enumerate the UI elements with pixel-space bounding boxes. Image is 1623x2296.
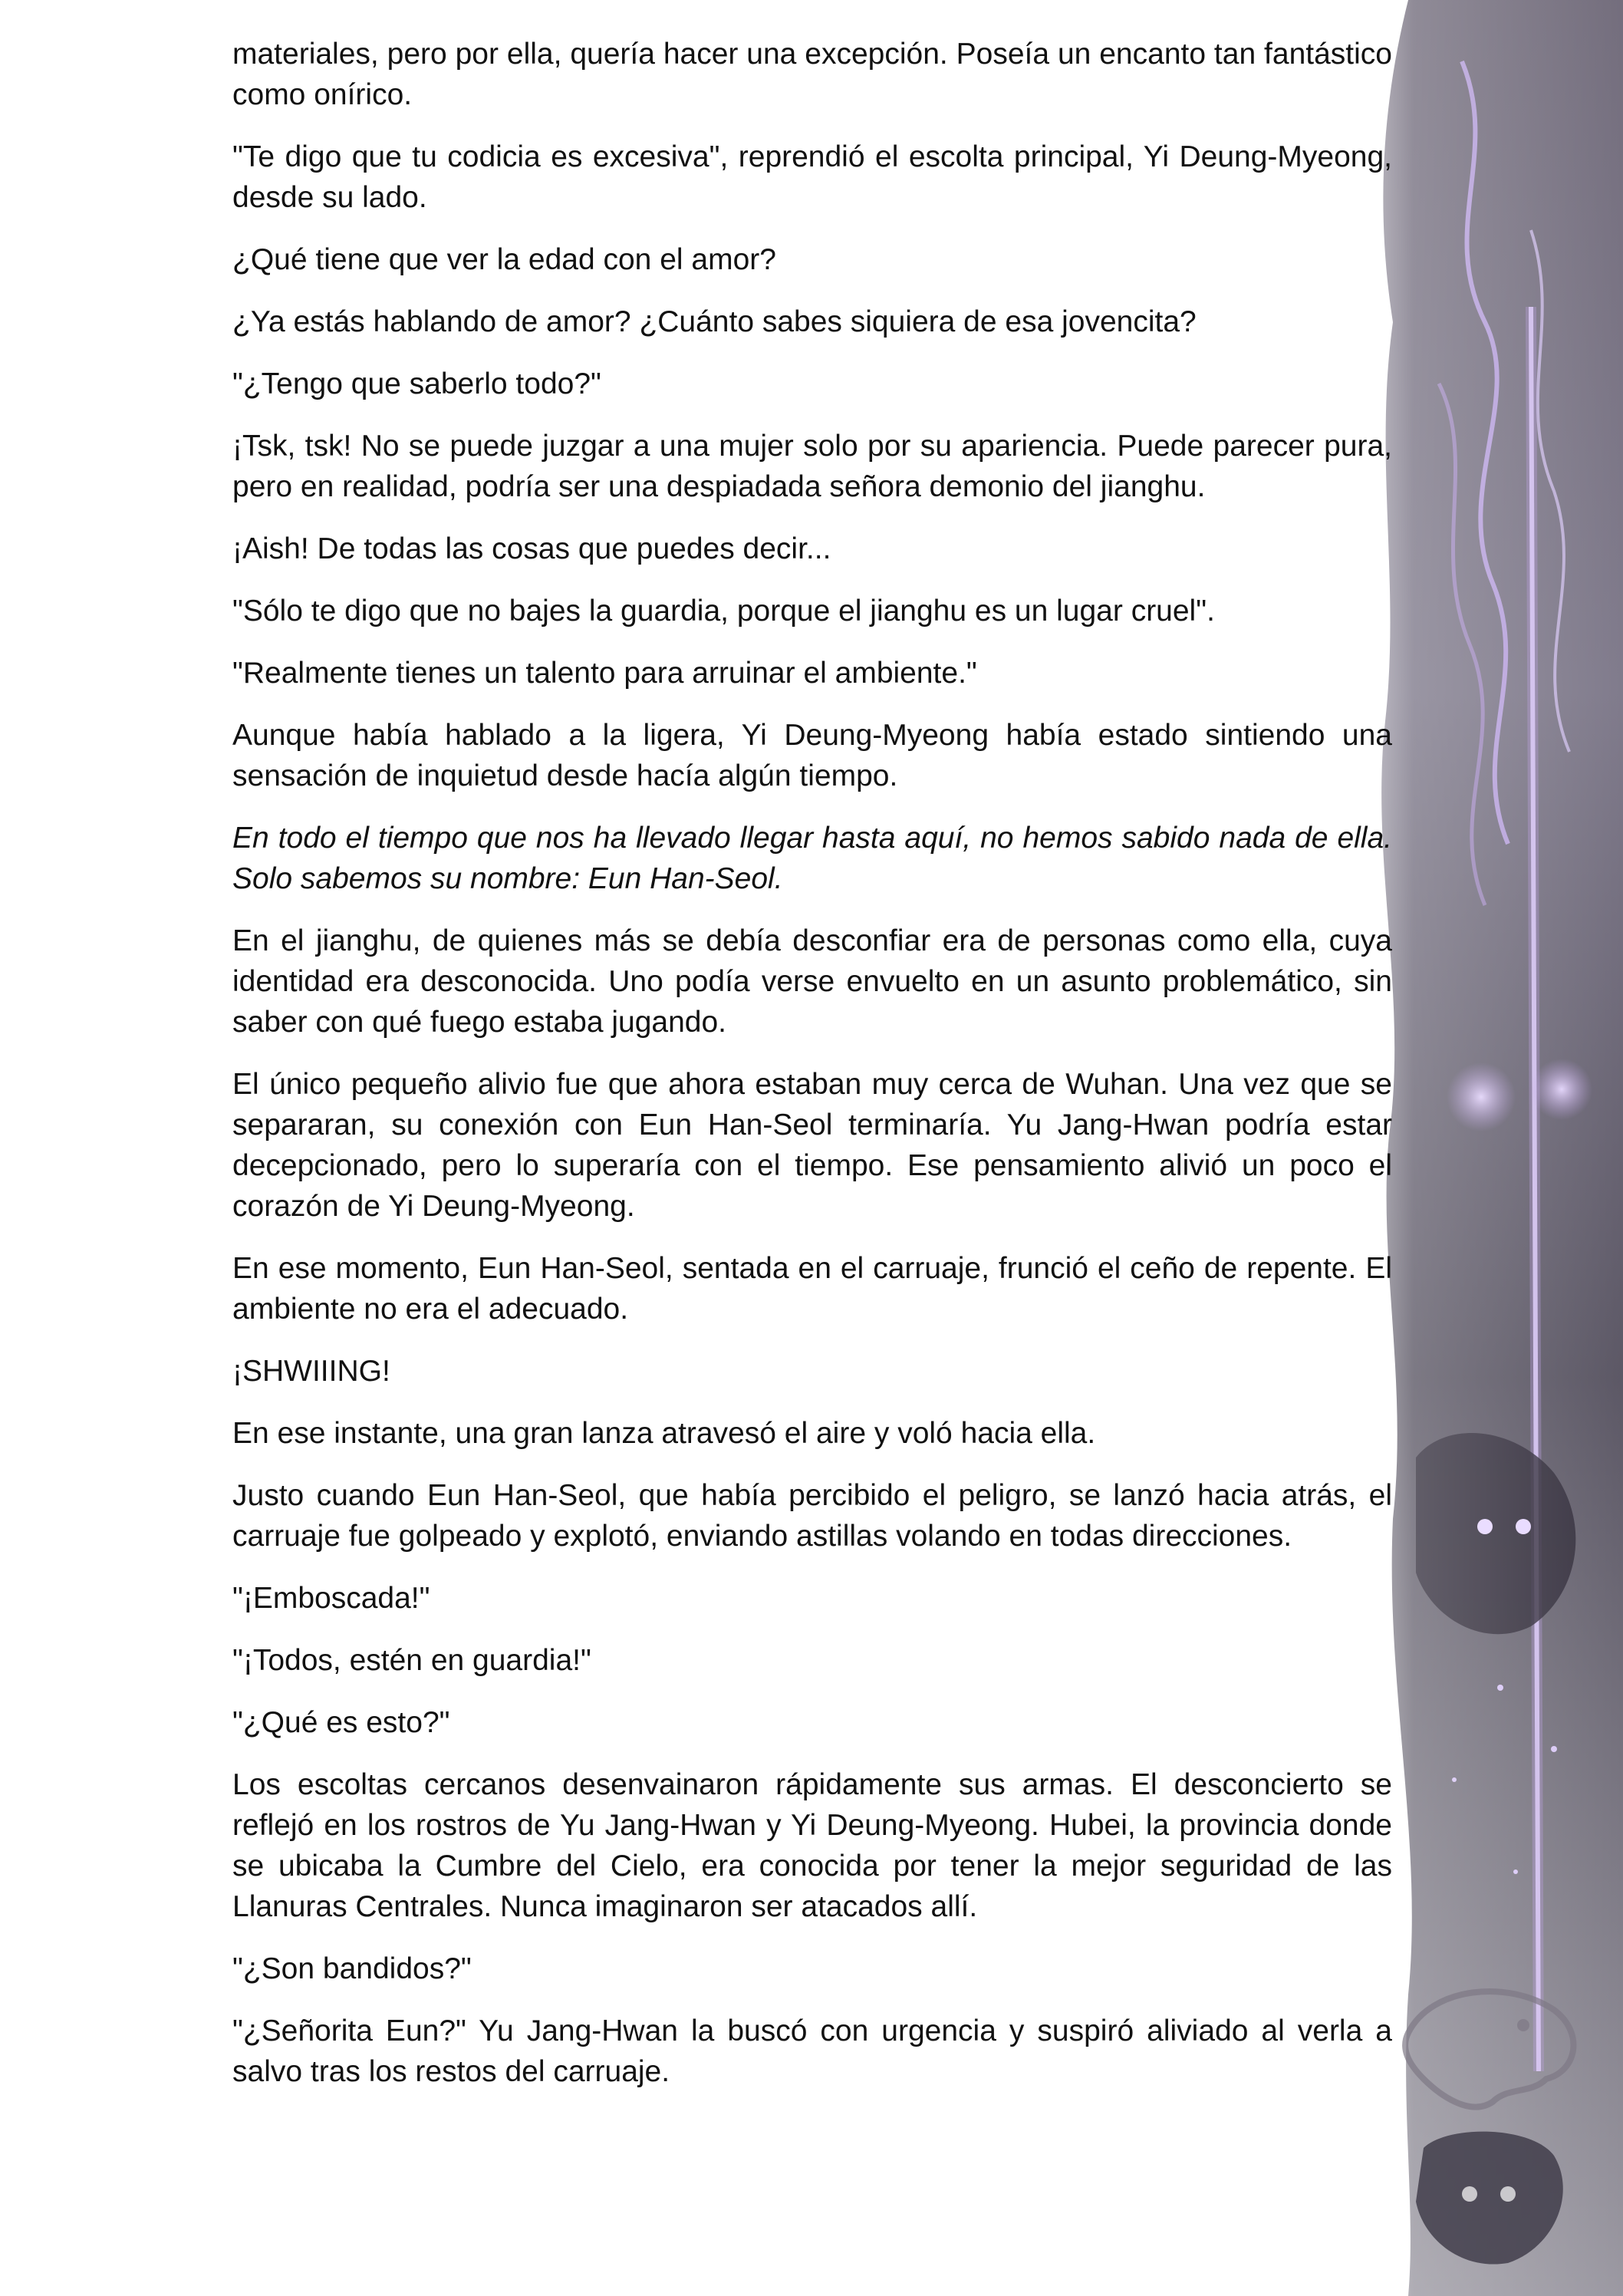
paragraph: materiales, pero por ella, quería hacer una excepción. Poseía un encanto tan fantástico como onírico. — [232, 38, 1392, 111]
paragraph: Los escoltas cercanos desenvainaron rápidamente sus armas. El desconcierto se reflejó en los rostros de Yu Jang-Hwan y Yi Deung-Myeong. Hubei, la provincia donde se ubicaba la Cumbre del Cielo, era conocida por tener la mejor seguridad de las Llanuras Centrales. Nunca imaginaron ser atacados allí. — [232, 1768, 1392, 1923]
paragraph: ¿Qué tiene que ver la edad con el amor? — [232, 243, 776, 276]
paragraph: "¡Todos, estén en guardia!" — [232, 1644, 591, 1677]
paragraph: "¿Señorita Eun?" Yu Jang-Hwan la buscó con urgencia y suspiró aliviado al verla a salvo tras los restos del carruaje. — [232, 2014, 1392, 2088]
paragraph: "¿Qué es esto?" — [232, 1706, 450, 1739]
paragraph: "¡Emboscada!" — [232, 1582, 430, 1615]
paragraph: En ese momento, Eun Han-Seol, sentada en el carruaje, frunció el ceño de repente. El ambiente no era el adecuado. — [232, 1252, 1392, 1326]
paragraph: El único pequeño alivio fue que ahora estaban muy cerca de Wuhan. Una vez que se separaran, su conexión con Eun Han-Seol terminaría. Yu Jang-Hwan podría estar decepcionado, pero lo superaría con el tiempo. Ese pensamiento alivió un poco el corazón de Yi Deung-Myeong. — [232, 1068, 1392, 1223]
paragraph: ¡Tsk, tsk! No se puede juzgar a una mujer solo por su apariencia. Puede parecer pura, pero en realidad, podría ser una despiadada señora demonio del jianghu. — [232, 430, 1392, 503]
paragraph: ¿Ya estás hablando de amor? ¿Cuánto sabes siquiera de esa jovencita? — [232, 305, 1197, 338]
paragraph: En el jianghu, de quienes más se debía desconfiar era de personas como ella, cuya identidad era desconocida. Uno podía verse envuelto en un asunto problemático, sin saber con qué fuego estaba jugando. — [232, 924, 1392, 1039]
paragraph: "Te digo que tu codicia es excesiva", reprendió el escolta principal, Yi Deung-Myeong, desde su lado. — [232, 140, 1392, 214]
paragraph: Justo cuando Eun Han-Seol, que había percibido el peligro, se lanzó hacia atrás, el carruaje fue golpeado y explotó, enviando astillas volando en todas direcciones. — [232, 1479, 1392, 1553]
paragraph: Aunque había hablado a la ligera, Yi Deung-Myeong había estado sintiendo una sensación de inquietud desde hacía algún tiempo. — [232, 719, 1392, 792]
paragraph: "¿Tengo que saberlo todo?" — [232, 367, 601, 400]
paragraph: "¿Son bandidos?" — [232, 1952, 472, 1985]
paragraph: ¡SHWIIING! — [232, 1355, 390, 1388]
paragraph: En ese instante, una gran lanza atravesó el aire y voló hacia ella. — [232, 1417, 1096, 1450]
text-body — [232, 34, 1392, 2113]
paragraph: ¡Aish! De todas las cosas que puedes decir... — [232, 532, 831, 565]
dinosaur-logo — [1378, 1964, 1608, 2286]
paragraph-italic-thought: En todo el tiempo que nos ha llevado llegar hasta aquí, no hemos sabido nada de ella. Solo sabemos su nombre: Eun Han-Seol. — [232, 822, 1392, 895]
paragraph: "Sólo te digo que no bajes la guardia, porque el jianghu es un lugar cruel". — [232, 595, 1215, 628]
paragraph: "Realmente tienes un talento para arruinar el ambiente." — [232, 657, 977, 690]
